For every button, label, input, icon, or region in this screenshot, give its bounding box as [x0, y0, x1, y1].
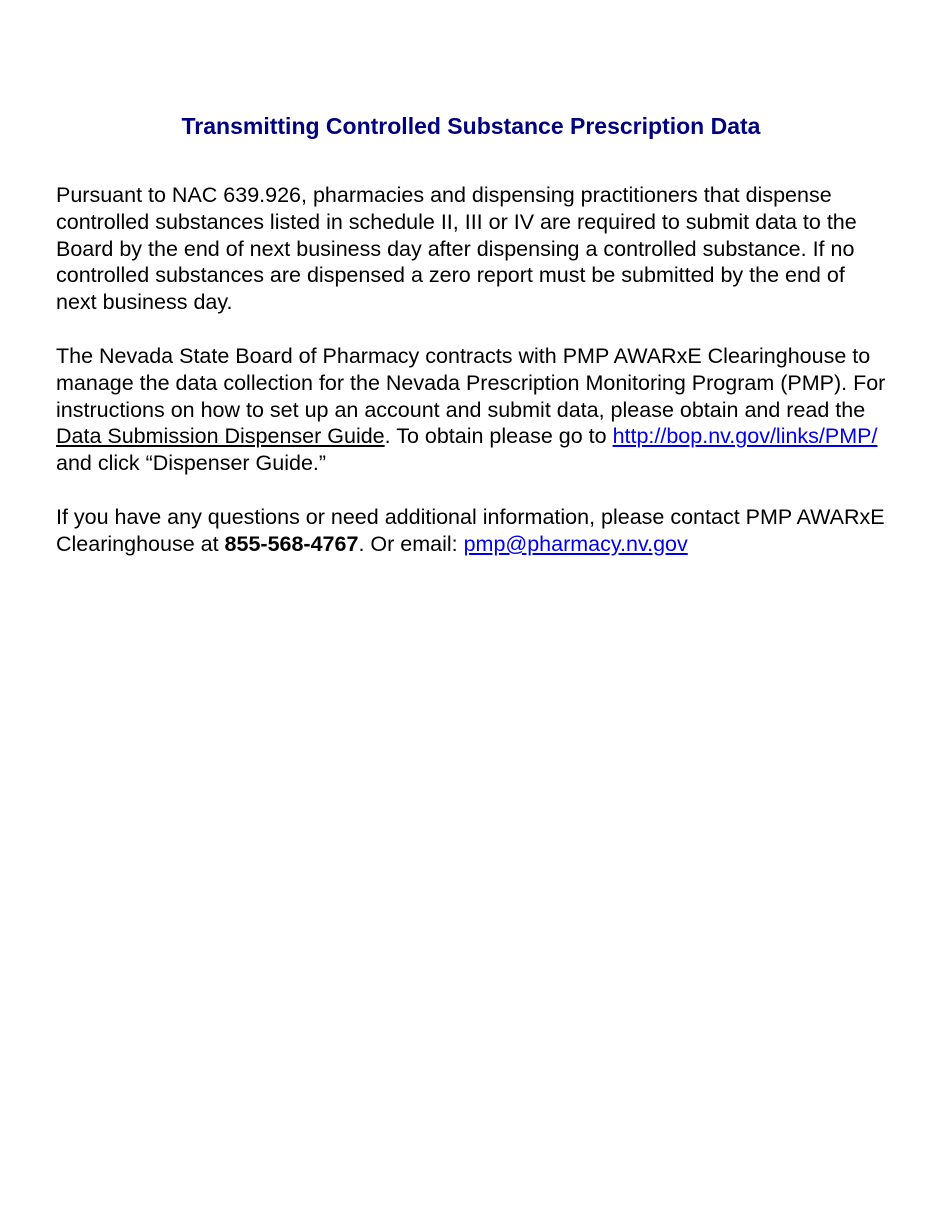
instructions-text-after: and click “Dispenser Guide.”	[56, 451, 327, 476]
contact-email-link[interactable]: pmp@pharmacy.nv.gov	[463, 531, 688, 556]
dispenser-guide-title: Data Submission Dispenser Guide	[56, 424, 385, 449]
instructions-text-middle: . To obtain please go to	[384, 424, 613, 449]
contact-text-before: If you have any questions or need additional information, please contact PMP AWARxE Clearinghouse at	[56, 504, 885, 556]
pmp-website-link[interactable]: http://bop.nv.gov/links/PMP/	[612, 424, 878, 449]
contact-text-middle: . Or email:	[358, 531, 464, 556]
contact-phone-number: 855-568-4767	[224, 531, 359, 556]
paragraph-contact	[56, 504, 886, 558]
paragraph-reporting-requirement: Pursuant to NAC 639.926, pharmacies and dispensing practitioners that dispense controlled substances listed in schedule II, III or IV are required to submit data to the Board by the end of next business day after dispensing a controlled substance. If no controlled substances are dispensed a zero report must be submitted by the end of next business day.	[56, 183, 857, 315]
instructions-text-before: The Nevada State Board of Pharmacy contracts with PMP AWARxE Clearinghouse to manage the data collection for the Nevada Prescription Monitoring Program (PMP). For instructions on how to set up an account and submit data, please obtain and read the	[56, 343, 886, 422]
paragraph-instructions	[56, 343, 886, 477]
document-title: Transmitting Controlled Substance Prescription Data	[181, 113, 761, 139]
document-page	[56, 110, 886, 585]
